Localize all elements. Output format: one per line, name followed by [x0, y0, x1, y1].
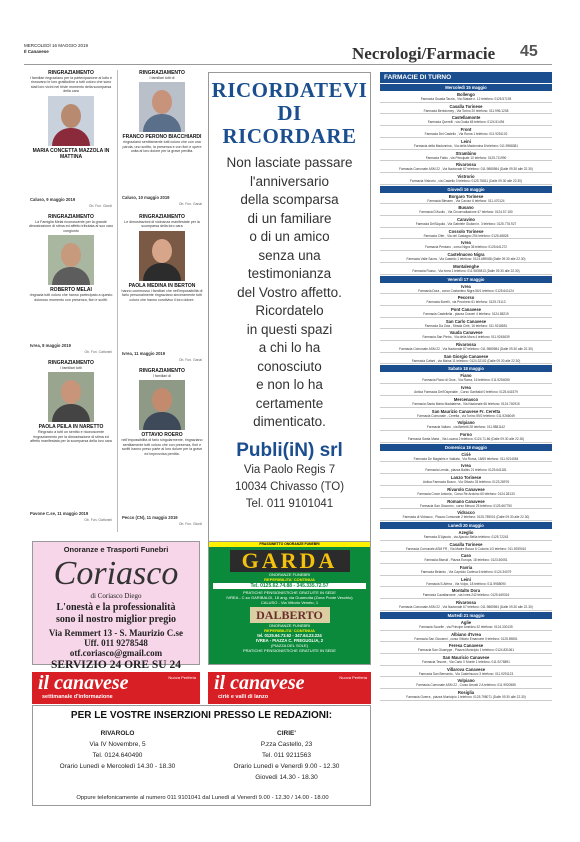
dalberto-reperibilita: REPERIBILITA' CONTINUA	[264, 628, 315, 633]
dalberto-pratiche: PRATICHE PENSIONISTICHE GRATUITE IN SEDE	[243, 648, 336, 653]
dalberto-sub: ONORANZE FUNEBRI	[268, 623, 311, 628]
obituary-name: PAOLA PEILA IN NARETTO	[38, 424, 104, 431]
redazioni-footer: Oppure telefonicamente al numero 011 9101041 dal Lunedì al Venerdì 9.00 - 12.30 / 14.00 - 18.00	[76, 795, 329, 801]
ricordatevi-line: l'anniversario	[249, 173, 330, 189]
redazioni-box	[32, 705, 371, 806]
obituary-text: La Famiglia Melai riconoscente per la grande dimostrazione di stima ed affetto tributata al suo caro congiunto	[28, 220, 114, 233]
obituary-title: RINGRAZIAMENTO	[139, 70, 185, 76]
ricordatevi-line: o di un amico	[249, 229, 330, 244]
farmacie-entry: Farmacia Biseuil , Piazza Europa, 18 telefono: 0123.50051	[380, 558, 552, 564]
farmacie-town: Albiano d'Ivrea	[451, 631, 481, 637]
obituary-photo	[139, 380, 185, 430]
farmacie-town: Ivrea	[461, 283, 471, 289]
obituary-text-2: ringrazia tutti coloro che hanno partecipato a questo doloroso momento con presenza, fiori e scritti.	[29, 293, 113, 302]
farmacie-entry: Farmacia Comunale ASM FR , Via Madre Bosco 6 Colonia 1/3 telefono: 011.9259010	[380, 547, 552, 553]
ricordatevi-line: di un familiare	[247, 210, 332, 226]
farmacie-town: Caravino	[457, 217, 475, 223]
farmacie-town: San Giorgio Canavese	[443, 353, 489, 359]
obituary-photo	[139, 231, 185, 281]
obituary-title: RINGRAZIAMENTO	[139, 368, 185, 374]
obituary-title: RINGRAZIAMENTO	[48, 360, 94, 366]
farmacie-di-turno	[380, 72, 552, 701]
ricordatevi-line: Ricordatelo	[255, 303, 324, 318]
redazione-line: P.zza Castello, 23	[260, 741, 313, 748]
farmacie-town: Azeglio	[458, 529, 474, 535]
obituary-place: Pavone C.se, 11 maggio 2019	[30, 511, 89, 516]
header-date: MERCOLEDÌ 16 MAGGIO 2019	[24, 43, 89, 48]
ricordatevi-line: e non lo ha	[256, 377, 323, 392]
ricordatevi-line: Non lasciate passare	[226, 155, 353, 170]
obituary-text: Le dimostrazioni di vicinanza manifestate per la scomparsa della loro cara	[124, 220, 200, 229]
farmacie-entry: Farmacia Lenda , piazza Balbis 21 telefono: 0125.641181	[380, 468, 552, 474]
obituary-text: I familiari ringraziano per la partecipazione al lutto e rinnovano le loro gratitudine a tutti coloro che sono stati loro vicini nel triste momento della scomparsa della cara	[29, 76, 113, 94]
dalberto-logo: DALBERTO	[250, 607, 330, 623]
obituary-name: MARIA CONCETTA MAZZOLA IN MATTINA	[32, 147, 110, 160]
garda-pratiche: PRATICHE PENSIONISTICHE GRATUITE IN SEDE	[243, 590, 336, 595]
farmacie-entry: Farmacia Tesone , Via Carlo V Monte 1 telefono: 011.9278891	[380, 660, 552, 666]
coriasco-logo: Coriasco	[53, 555, 179, 592]
coriasco-ad	[32, 541, 200, 671]
obituary-title: RINGRAZIAMENTO	[48, 214, 94, 220]
farmacie-town: Bollengo	[457, 92, 475, 97]
farmacie-town: Ivrea	[461, 463, 471, 469]
ricordatevi-line: a chi lo ha	[258, 340, 321, 355]
farmacie-entry: Farmacia Comunale ASM 22 , Via Nazionale 67 telefono: 011.9880984 (Dalle 09.30 alle 22.30)	[380, 347, 552, 353]
obituary-place: Ivrea, 11 maggio 2019	[122, 351, 166, 356]
farmacie-entry: Farmacia Del Castello , Via Roma 1 telefono: 011.9251102	[380, 132, 552, 138]
farmacie-town: Mercenasco	[453, 396, 479, 402]
ricordatevi-line: della scomparsa	[240, 192, 339, 207]
farmacie-town: Busano	[458, 205, 474, 211]
farmacie-town: Montalto Dora	[451, 588, 481, 594]
farmacie-town: Feresa Canavese	[448, 643, 484, 649]
ricordatevi-body	[209, 154, 370, 432]
farmacie-town: Favria	[459, 565, 473, 571]
dalberto-address-2: (PIAZZA DEL SOLE)	[271, 643, 308, 648]
farmacie-entry: Farmacia San Giacomo , corso Meucci 25 telefono: 0125.667750	[380, 504, 552, 510]
farmacie-town: San Mauricio Canavese	[442, 654, 490, 660]
farmacie-town: Ivrea	[461, 385, 471, 391]
coriasco-tagline-2: sono il nostro miglior pregio	[55, 614, 176, 625]
farmacie-entry: Farmacia Vallaro , via Bertetti 28 telefono: 011.9881142	[380, 425, 552, 431]
farmacie-entry: Antica Farmacia Buzzo , Via Ottavio 33 telefono: 0123.28976	[380, 480, 552, 486]
garda-ivrea: IVREA - C.so GARIBALDI, 18 ang. via Guarnotta (Zona Ponte Vecchio)	[226, 595, 353, 600]
farmacie-town: Rivarossa	[455, 162, 477, 168]
obituary-text: I familiari di	[152, 374, 172, 378]
farmacie-entry: Farmacia San Bernardo , Via Castelnuovo 3 telefono: 011.9291123	[380, 672, 552, 678]
farmacie-entry: Farmacia Russo , Via Ivrea 1 telefono: 011.9839813 (Dalle 09.30 alle 22.30)	[380, 269, 552, 275]
farmacie-town: Vauda Canavese	[449, 330, 483, 336]
farmacie-town: Volpiano	[457, 678, 475, 684]
farmacie-entry: Farmacia Blessen , Via Cavour 6 telefono: 011.470124	[380, 199, 552, 205]
farmacie-day: Mercoledì 15 maggio	[380, 84, 552, 91]
obituary-name: FRANCO PERONO BIACCHIARDI	[122, 134, 202, 141]
ricordatevi-title-2: DI RICORDARE	[222, 101, 357, 148]
farmacie-town: Forno	[460, 431, 472, 437]
farmacie-town: Caso	[460, 553, 472, 559]
farmacie-town: Rivarossa	[455, 600, 477, 606]
banner-il-canavese-cirie	[208, 672, 371, 704]
coriasco-sub: di Coriasco Diego	[90, 592, 142, 600]
farmacie-entry: Farmacia Santa Maria Maddalena , Via Nazionale 66 telefono: 0124.740915	[380, 402, 552, 408]
farmacie-town: Pont Canavese	[450, 306, 482, 312]
obituary-place: Pecco (CN), 11 maggio 2019	[122, 515, 178, 520]
farmacie-entry: Farmacia San Pietro , Via della Mora 4 telefono: 011.9245639	[380, 335, 552, 341]
farmacie-entry: Farmacia D'Ajaccio , via Ajaccio Bellia telefono: 0125.72243	[380, 535, 552, 541]
farmacie-entry: Farmacia Da Zoia , Strada Ciriè, 16 telefono: 011.9218851	[380, 324, 552, 330]
ricordatevi-line: senza una	[258, 247, 321, 263]
farmacie-entry: Farmacia Vistrorio , via Castello 3 telefono: 0125.76811 (Dalle 09.30 alle 22.30)	[380, 179, 552, 185]
coriasco-email: otf.coriasco@gmail.com	[69, 648, 163, 658]
farmacie-day: Sabato 18 maggio	[380, 365, 552, 372]
obituary-place: Caluso, 9 maggio 2019	[30, 197, 76, 202]
farmacie-town: Lanzo Torinese	[450, 475, 482, 481]
banner-il-canavese	[32, 672, 200, 704]
coriasco-top: Onoranze e Trasporti Funebri	[63, 545, 169, 554]
garda-sub: ONORANZE FUNEBRI	[268, 572, 311, 577]
obituary-name: OTTAVIO ROERO	[141, 432, 183, 439]
farmacie-entry: Farmacia Querelli , via Guala 65 telefono: 0124.51494	[380, 120, 552, 126]
obituary-name: PAOLA MEDINA IN BERTON	[128, 282, 196, 289]
obituary-photo	[48, 372, 94, 422]
farmacie-town: Volpiano	[457, 420, 475, 426]
garda-strip: FRASSINETTO ONORANZE FUNEBRI	[209, 542, 370, 547]
farmacie-town: Cossolo Torinese	[448, 228, 484, 234]
farmacie-entry: Farmacia Comunale - Ceretta , via Torino 59/2 telefono: 011.9266049	[380, 414, 552, 420]
ricordatevi-line: in questi spazi	[246, 321, 333, 337]
obituary-signature: Ob. Fun. Giordi	[88, 204, 112, 208]
coriasco-service: SERVIZIO 24 ORE SU 24	[51, 659, 181, 671]
farmacie-town: Vistrorio	[457, 173, 475, 179]
obituary-place: Ivrea, 8 maggio 2019	[30, 343, 71, 348]
farmacie-entry: Farmacia Pensaro , corso Nigra 36 telefono: 0125.641272	[380, 245, 552, 251]
ricordatevi-line: conosciuto	[257, 358, 322, 374]
obituary-6	[120, 368, 204, 530]
header-rule	[24, 64, 552, 65]
ricordatevi-line: testimonianza	[247, 266, 332, 281]
obituary-1	[28, 70, 114, 210]
dalberto-phone: tel. 0125.64.73.62 - 347.64.23.224	[257, 633, 322, 638]
farmacie-entry: Farmacia Fabio , via Principale 10 telefono: 0125.711990	[380, 156, 552, 162]
farmacie-entry: Farmacia D'Avolio , Via Circonvallazione 47 telefono: 0124.57.150	[380, 210, 552, 216]
ricordatevi-phone: Tel. 011 9101041	[245, 497, 334, 510]
farmacie-town: Borgaro Torinese	[448, 193, 484, 199]
obituary-signature: Ob. Fun. Giurdi	[178, 522, 202, 526]
farmacie-entry: Farmacia Cavallaroone , via Ivrea 242 telefono: 0125.649316	[380, 593, 552, 599]
obituary-signature: Ob. Fun. Ganai	[178, 202, 202, 206]
farmacie-town: Ciriè	[461, 451, 471, 457]
redazione-line: Via IV Novembre, 5	[89, 741, 146, 748]
farmacie-town: Rivarossa	[455, 342, 477, 348]
farmacie-entry: Farmacia Guerra , piazza Municipio 1 telefono: 0125.798071 (Dalle 09.30 alle 22.30)	[380, 695, 552, 701]
farmacie-entry: Farmacia Guasta Tarzia , Via Statale n. 12 telefono: 0125.57193	[380, 97, 552, 103]
obituary-name: ROBERTO MELAI	[50, 287, 92, 294]
farmacie-town: Rosiglia	[457, 690, 475, 696]
header-paper: Il Canavese	[24, 49, 49, 54]
garda-caluso: CALUSO - Via Vittorio Veneto, 1	[260, 600, 319, 605]
garda-logo: GARDA	[230, 550, 350, 572]
farmacie-town: Ivrea	[461, 240, 471, 246]
coriasco-phone: Uff. 011 9278548	[84, 638, 148, 648]
redazione-line: Tel. 011 9211563	[262, 752, 311, 759]
farmacie-entry: Farmacia Santa Maria , Via Locana 2 telefono: 0124.71.66 (Dalle 09.30 alle 22.30)	[380, 437, 552, 443]
farmacie-entry: Farmacia Castellelia , piazza Craveri 4 telefono: 0124.85219	[380, 312, 552, 318]
obituary-title: RINGRAZIAMENTO	[139, 214, 185, 220]
farmacie-town: Leini	[461, 138, 471, 144]
banner-left-title: il canavese	[38, 672, 129, 694]
banner-right-title: il canavese	[214, 672, 305, 694]
redazione-line: Giovedì 14.30 - 18.30	[255, 774, 318, 781]
farmacie-day: Giovedì 16 maggio	[380, 186, 552, 193]
farmacie-title: FARMACIE DI TURNO	[380, 72, 552, 83]
redazione-cirie	[202, 728, 371, 783]
column-divider	[117, 70, 118, 532]
redazione-line: Orario Lunedì e Venerdì 9.00 - 12.30	[233, 763, 340, 770]
obituary-text: I familiari tutti di	[149, 76, 175, 80]
farmacie-day: Lunedì 20 maggio	[380, 522, 552, 529]
redazioni-heading: PER LE VOSTRE INSERZIONI PRESSO LE REDAZIONI:	[70, 710, 333, 721]
obituary-photo	[48, 235, 94, 285]
farmacie-town: Pecorso	[457, 295, 475, 301]
farmacie-town: Castelnuovo Nigra	[447, 252, 485, 258]
farmacie-town: Montalenghe	[453, 263, 479, 269]
obituary-2	[28, 214, 114, 356]
garda-phone: Tel. 0125.62.74.88 - 345.335.72.57	[213, 583, 366, 589]
obituary-3	[28, 360, 114, 530]
farmacie-entry: Farmacia S.Aferra , Via Volpo, 18 telefono: 011.9988090	[380, 582, 552, 588]
farmacie-entry: Farmacia Cafani , via Maina 11 telefono: 0124.32102 (Dalle 09.30 alle 22.30)	[380, 359, 552, 365]
farmacie-entry: Farmacia De Magistris e Valdata , Via Roma, 18/65 telefono: 011.9214084	[380, 457, 552, 463]
obituary-place: Caluso, 10 maggio 2019	[122, 195, 170, 200]
ricordatevi-brand: Publi(iN) srl	[236, 439, 343, 461]
farmacie-day: Venerdì 17 maggio	[380, 276, 552, 283]
redazione-line: Tel. 0124.640490	[92, 752, 143, 759]
obituary-title: RINGRAZIAMENTO	[48, 70, 94, 76]
garda-ad	[208, 541, 371, 665]
farmacie-entry: Farmacia Belardo , Via Capriolo Carleva 6 telefono: 0124.34079	[380, 570, 552, 576]
obituary-4	[120, 70, 204, 210]
farmacie-town: San Carlo Canavese	[445, 318, 487, 324]
obituary-photo	[139, 82, 185, 132]
obituary-signature: Ob. Fun. Cattonini	[84, 350, 112, 354]
farmacie-town: Aglie	[460, 619, 472, 625]
ricordatevi-title	[209, 79, 370, 148]
farmacie-town: Villarova Canavese	[446, 666, 486, 672]
coriasco-address: Via Remmert 13 - S. Maurizio C.se	[48, 628, 184, 638]
farmacie-entry: Farmacia Cifer , Via del Castagno 294 telefono: 0125.48828	[380, 234, 552, 240]
farmacie-town: Front	[460, 127, 472, 133]
ricordatevi-line: certamente	[255, 395, 324, 411]
ricordatevi-line: dimenticato.	[253, 414, 326, 429]
redazione-line: Orario Lunedì e Mercoledì 14.30 - 18.30	[59, 763, 176, 770]
obituary-signature: Ob. Fun. Ganai	[178, 358, 202, 362]
banner-right-tag: Nuova Periferia	[339, 675, 367, 680]
redazione-city: CIRIE'	[277, 730, 296, 737]
farmacie-list	[380, 84, 552, 701]
dalberto-address: IVREA - PIAZZA C. FREGUGLIA, 2	[255, 638, 324, 643]
farmacie-town: Fiano	[460, 373, 472, 379]
obituary-text-2: hanno commosso i familiari che nell'impossibilità di farlo personalmente ringraziano sinceramente tutti coloro che hanno condiviso il loro dolore.	[121, 288, 203, 302]
banner-left-tag: Nuova Periferia	[168, 675, 196, 680]
farmacie-town: Leini	[461, 576, 471, 582]
header-meta	[24, 43, 88, 55]
obituary-5	[120, 214, 204, 364]
farmacie-town: Casalla Torinese	[449, 541, 483, 547]
farmacie-entry: Farmacia Valle Sacra , Via Castello 1 telefono: 0124.659088 (Dalle 09.30 alle 22.30)	[380, 257, 552, 263]
farmacie-day: Domenica 19 maggio	[380, 444, 552, 451]
farmacie-town: San Maurizio Canavese Fr. Ceretta	[431, 408, 501, 414]
ricordatevi-city: 10034 Chivasso (TO)	[234, 480, 345, 493]
ricordatevi-line: del Vostro affetto.	[237, 284, 342, 300]
ricordatevi-ad	[208, 72, 371, 555]
farmacie-town: Vidracco	[457, 510, 475, 516]
obituary-text-2: Ringrazio a tutti un sentito e riconoscente ringraziamento per la dimostrazione di stima ed affetto manifestata per la scomparsa della loro cara	[30, 430, 112, 444]
farmacie-entry: Farmacia Dora , corso Costantino Nigra 56/1 telefono: 0125.641124	[380, 289, 552, 295]
page-number: 45	[520, 43, 538, 60]
redazione-rivarolo	[33, 728, 202, 772]
farmacie-entry: Farmacia Borelli , via Peccheto 61 telefono: 0125.74113	[380, 300, 552, 306]
farmacie-town: Castellamonte	[451, 115, 481, 121]
farmacie-entry: Antica Farmacia Dell'Ospedale , Corso Garibaldi 0 telefono: 0125.641579	[380, 390, 552, 396]
farmacie-entry: Farmacia Bertolomey , Via Torino 20 telefono: 011.996.1238	[380, 109, 552, 115]
redazione-city: RIVAROLO	[100, 730, 135, 737]
farmacie-day: Martedì 21 maggio	[380, 612, 552, 619]
farmacie-town: Strambino	[455, 150, 477, 156]
ricordatevi-address: Via Paolo Regis 7	[243, 463, 336, 476]
farmacie-entry: Farmacia Fiano di Gros , Via Roma, 16 telefono: 011.9254055	[380, 378, 552, 384]
obituary-signature: Ob. Fun. Gattonini	[84, 518, 112, 522]
farmacie-entry: Farmacia Scuelle , via Principe Amedeo 32 telefono: 0124.330139	[380, 625, 552, 631]
banner-left-subtitle: settimanale d'informazione	[42, 694, 113, 700]
farmacie-entry: Farmacia Dell'Aquila , Via Gabriele Giuliani n. 3 telefono: 0125.778.927	[380, 222, 552, 228]
farmacie-entry: Farmacia San Giovanni , corso Vittorio Emanuele II telefono: 0125.59851	[380, 637, 552, 643]
farmacie-entry: Farmacia della Madonnina , Via della Madonnina 8 telefono: 011.9988381	[380, 144, 552, 150]
farmacie-town: Rivarolo Canavese	[447, 486, 485, 492]
farmacie-town: Casalla Torinese	[449, 103, 483, 109]
farmacie-entry: Farmacia Comunale ASM 22 , Via Nazionale 67 telefono: 011.9880984 (Dalle 09.30 alle 22.30)	[380, 605, 552, 611]
farmacie-town: Romano Canavese	[447, 498, 485, 504]
farmacie-entry: Farmacia Comunale ASM 22 , Corso Arrosti 2 A telefono: 011.9920585	[380, 683, 552, 689]
obituary-text-2: ringraziano sentitamente tutti coloro che con una parola, uno scritto, la presenza e con fiori e opere unita al loro dolore per la grave perdita.	[122, 140, 202, 154]
farmacie-entry: Farmacia di Vidracco , Piazza Comunale 2 telefono: 0125.789001 (Dalle 09.30 alle 22.30)	[380, 515, 552, 521]
garda-reperibilita: REPERIBILITA' CONTINUA	[264, 577, 315, 582]
farmacie-entry: Farmacia Croce Antonia , Corso Re Arduino 60 telefono: 0124.28133	[380, 492, 552, 498]
obituary-text: I familiari tutti	[60, 366, 82, 370]
obituary-photo	[48, 96, 94, 146]
ricordatevi-title-1: RICORDATEVI	[211, 78, 368, 102]
banner-right-subtitle: ciriè e valli di lanzo	[218, 694, 269, 700]
coriasco-tagline-1: L'onestà e la professionalità	[56, 602, 176, 613]
obituary-text-2: nell'impossibilità di farlo singolarmente, ringraziano sentitamente tutti coloro che con presenza, fiori e scritti hanno preso parte al loro dolore per la grave ed improvvisa perdita.	[121, 438, 203, 456]
page-title: Necrologi/Farmacie	[352, 44, 496, 63]
farmacie-entry: Farmacia Comunale ASM 22 , Via Nazionale 67 telefono: 011.9880984 (Dalle 09.30 alle 22.30)	[380, 167, 552, 173]
farmacie-entry: Farmacia San Giuseppe , Piazza Municipio 1 telefono: 0124.831061	[380, 648, 552, 654]
